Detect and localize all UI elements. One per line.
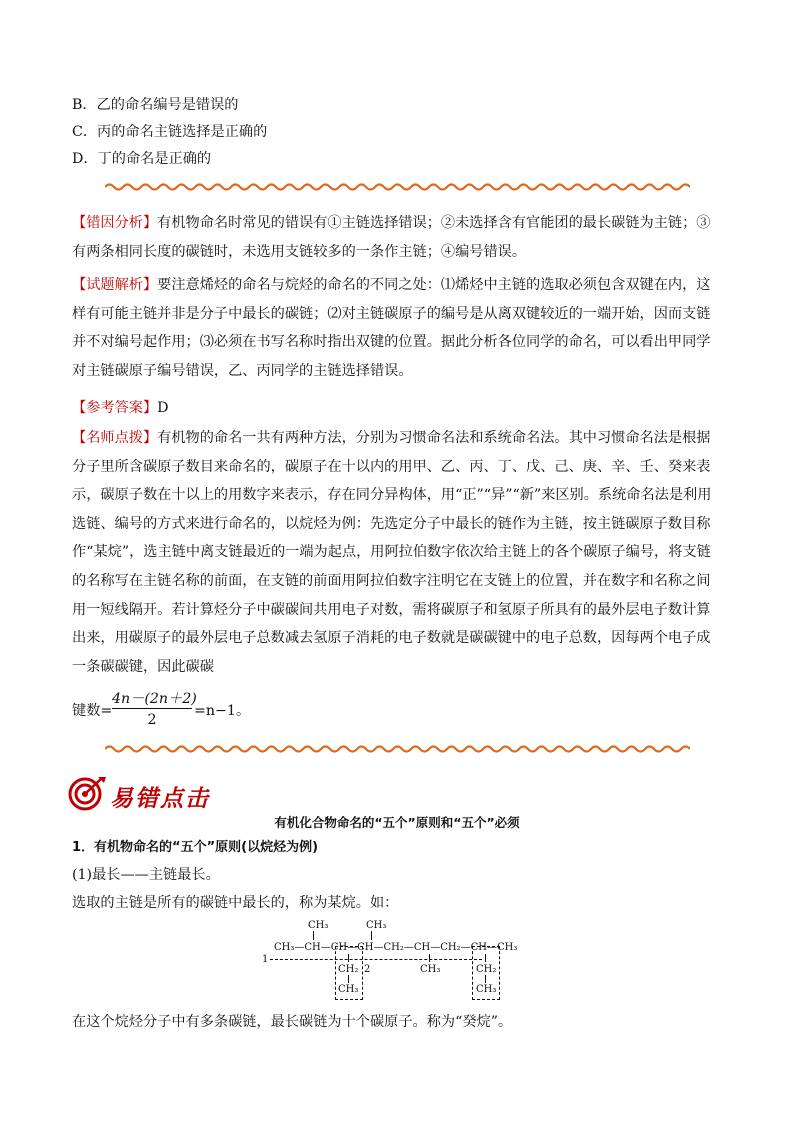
wave-divider-bottom — [105, 744, 690, 754]
bond-bottom-a — [348, 954, 349, 962]
tips-paragraph — [72, 424, 722, 681]
rule-item-1-description: 选取的主链是所有的碳链中最长的，称为某烷。如： — [72, 895, 399, 911]
bottom-ch3-b: CH₃ — [476, 984, 497, 995]
error-analysis-paragraph — [72, 209, 722, 266]
tips-label: 【名师点拨】 — [72, 430, 158, 446]
bottom-ch2-a: CH₂ — [338, 964, 359, 975]
formula-denominator: 2 — [147, 712, 157, 728]
label-1: 1 — [262, 954, 269, 965]
mid-methyl: CH₃ — [420, 964, 441, 975]
solution-label: 【试题解析】 — [72, 277, 158, 293]
section-title: 有机化合物命名的“五个”原则和“五个”必须 — [274, 815, 520, 830]
label-2: 2 — [364, 964, 371, 975]
target-icon — [68, 775, 108, 811]
formula-numerator: 4n－(2n＋2) — [112, 691, 197, 707]
answer-label: 【参考答案】 — [72, 400, 158, 416]
option-c: C．丙的命名主链选择是正确的 — [72, 124, 268, 140]
bond-mid — [429, 954, 430, 962]
solution-text: 要注意烯烃的命名与烷烃的命名的不同之处：⑴烯烃中主链的选取必须包含双键在内，这样有可能主链并非是分子中最长的碳链；⑵对主链碳原子的编号是从离双键较近的一端开始，因而支链并不对编号起作用；⑶必须在书写名称时指出双键的位置。据此分析各位同学的命名，可以看出甲同学对主链碳原子编号错误，乙、丙同学的主链选择错误。 — [72, 277, 711, 379]
top-methyl-b: CH₃ — [366, 920, 387, 931]
option-b: B．乙的命名编号是错误的 — [72, 97, 239, 113]
solution-paragraph — [72, 271, 722, 385]
bond-top-b — [371, 931, 372, 940]
bond-bottom-b2 — [485, 975, 486, 983]
formula-prefix: 键数= — [72, 703, 113, 719]
rule-item-1: (1)最长——主链最长。 — [72, 867, 220, 883]
bottom-ch2-b: CH₂ — [476, 964, 497, 975]
bond-top-a — [313, 931, 314, 940]
formula-suffix: =n−1。 — [194, 703, 251, 719]
alkane-structural-formula — [262, 918, 532, 1000]
banner-title: 易错点击 — [110, 786, 210, 812]
bond-bottom-b — [485, 954, 486, 962]
main-chain: CH₃—CH—CH—CH—CH₂—CH—CH₂—CH—CH₃ — [274, 942, 518, 953]
top-methyl-a: CH₃ — [308, 920, 329, 931]
wave-divider-top — [105, 182, 690, 192]
error-analysis-text: 有机物命名时常见的错误有①主链选择错误；②未选择含有官能团的最长碳链为主链；③有两条相同长度的碳链时，未选用支链较多的一条作主链；④编号错误。 — [72, 215, 711, 260]
error-analysis-label: 【错因分析】 — [72, 215, 158, 231]
answer-paragraph — [72, 394, 722, 423]
tips-text: 有机物的命名一共有两种方法，分别为习惯命名法和系统命名法。其中习惯命名法是根据分子里所含碳原子数目来命名的，碳原子在十以内的用甲、乙、丙、丁、戊、己、庚、辛、壬、癸来表示，碳原子数在十以上的用数字来表示，存在同分异构体，用“正”“异”“新”来区别。系统命名法是利用选链、编号的方式来进行命名的，以烷烃为例：先选定分子中最长的链作为主链，按主链碳原子数目称作“某烷”，选主链中离支链最近的一端为起点，用阿拉伯数字依次给主链上的各个碳原子编号，将支链的名称写在主链名称的前面，在支链的前面用阿拉伯数字注明它在支链上的位置，并在数字和名称之间用一短线隔开。若计算烃分子中碳碳间共用电子对数，需将碳原子和氢原子所具有的最外层电子数计算出来，用碳原子的最外层电子总数减去氢原子消耗的电子数就是碳碳键中的电子总数，因每两个电子成一条碳碳键，因此碳碳 — [72, 430, 712, 675]
dashed-chain-path — [270, 959, 482, 960]
answer-text: D — [157, 400, 169, 416]
bottom-ch3-a: CH₃ — [338, 984, 359, 995]
rules-heading: 1．有机物命名的“五个”原则(以烷烃为例) — [72, 840, 319, 855]
option-d: D．丁的命名是正确的 — [72, 151, 212, 167]
fraction-bar — [112, 708, 192, 709]
rule-conclusion: 在这个烷烃分子中有多条碳链，最长碳链为十个碳原子。称为“癸烷”。 — [72, 1014, 513, 1030]
bond-bottom-a2 — [348, 975, 349, 983]
